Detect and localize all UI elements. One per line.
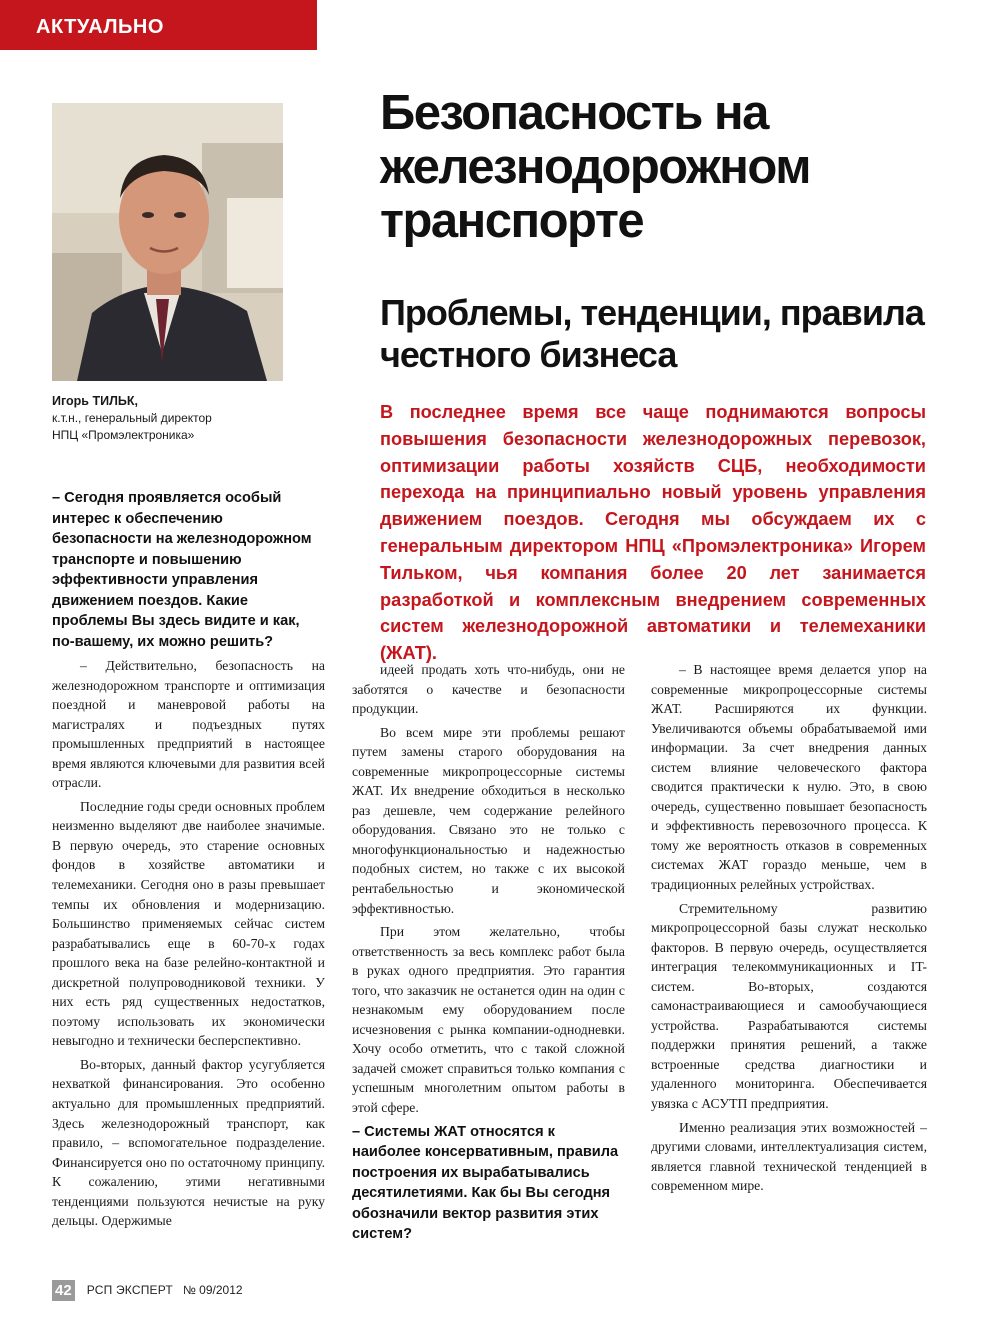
page-number: 42 [52,1280,75,1301]
caption-name: Игорь ТИЛЬК, [52,394,138,408]
portrait-image [52,103,283,381]
paragraph: Во-вторых, данный фактор усугубляется нехваткой финансирования. Это особенно актуально для промышленных предприятий. Здесь железнодорожный транспорт, как правило, – вспомогательное подразделение. Финансируется оно по остаточному принципу. К сожалению, этими негативными тенденциями пользуются нечистые на руку дельцы. Одержимые [52,1056,325,1229]
text-column-1 [52,488,325,1235]
article-subtitle: Проблемы, тенденции, правила честного бизнеса [380,292,924,375]
paragraph: Именно реализация этих возможностей – другими словами, интеллектуализация систем, является главной технической тенденцией в современном мире. [651,1119,927,1194]
magazine-name: РСП ЭКСПЕРТ [86,1283,173,1297]
paragraph: идеей продать хоть что-нибудь, они не заботятся о качестве и безопасности продукции. [352,662,625,717]
page-footer [52,1279,243,1301]
section-label: АКТУАЛЬНО [36,16,164,38]
paragraph: Стремительному развитию микропроцессорной базы служат несколько факторов. В первую очередь, осуществляется интеграция телекоммуникационных и IT-систем. Во-вторых, создаются самонастраивающиеся и самообучающиеся устройства. Разрабатываются системы поддержки принятия решений, а также встроенные средства диагностики и удаленного мониторинга. Обеспечивается увязка с АСУТП предприятия. [651,900,927,1112]
interview-question: – Сегодня проявляется особый интерес к обеспечению безопасности на железнодорожном транспорте и повышению эффективности управления движением поездов. Какие проблемы Вы здесь видите и как, по-вашему, их можно решить? [52,490,312,650]
section-tab [0,0,317,50]
paragraph: При этом желательно, чтобы ответственность за весь комплекс работ была в руках одного предприятия. Это гарантия того, что заказчик не останется один на один с незнакомым ему оборудованием после исчезновения с рынка компании-однодневки. Хочу особо отметить, что с такой сложной задачей сможет справиться только компания с успешным многолетним опытом работы в этой сфере. [352,924,625,1116]
issue-number: № 09/2012 [182,1283,243,1297]
text-column-2 [352,660,625,1249]
paragraph: Во всем мире эти проблемы решают путем замены старого оборудования на современные микропроцессорные системы ЖАТ. Их внедрение обходиться в несколько раз дешевле, чем содержание релейного оборудования. Связано это не только с многофункциональностью и надежностью подобных систем, но также с их высокой рентабельностью и экономической эффективностью. [352,724,625,916]
article-lead: В последнее время все чаще поднимаются вопросы повышения безопасности железнодорожных перевозок, оптимизации работы хозяйств СЦБ, необходимости перехода на принципиально новый уровень управления движением поездов. Сегодня мы обсуждаем их с генеральным директором НПЦ «Промэлектроника» Игорем Тильком, чья компания более 20 лет занимается разработкой и комплексным внедрением современных систем железнодорожной автоматики и телемеханики (ЖАТ). [380,402,926,664]
paragraph: Последние годы среди основных проблем неизменно выделяют две наиболее значимые. В первую очередь, это старение основных фондов в хозяйстве автоматики и телемеханики. Сегодня оно в разы превышает темпы их обновления и модернизацию. Большинство применяемых сейчас систем разрабатывались еще в 60-70-х годах прошлого века на базе релейно-контактной и дискретной полупроводниковой техники. У них есть ряд существенных недостатков, поэтому использовать их экономически невыгодно и технически бесперспективно. [52,798,325,1049]
article-title: Безопасность на железнодорожном транспорте [380,86,810,248]
caption-position: к.т.н., генеральный директор [52,411,212,425]
paragraph: – Действительно, безопасность на железнодорожном транспорте и оптимизация поездной и маневровой работы на магистралях и подъездных путях промышленных предприятий в настоящее время являются ключевыми для развития всей отрасли. [52,658,325,791]
paragraph: – В настоящее время делается упор на современные микропроцессорные системы ЖАТ. Расширяются их функции. Увеличиваются объемы обрабатываемой ими информации. За счет внедрения данных систем влияние человеческого фактора сводится практически к нулю. Это, в свою очередь, существенно повышает безопасность и эффективность перевозочного процесса. К тому же вероятность отказов в современных системах ЖАТ гораздо меньше, чем в традиционных релейных устройствах. [651,662,927,893]
portrait-photo [52,103,283,381]
photo-caption [52,393,292,444]
caption-company: НПЦ «Промэлектроника» [52,428,195,442]
interview-question: – Системы ЖАТ относятся к наиболее консервативным, правила построения их вырабатывались десятилетиями. Как бы Вы сегодня обозначили вектор развития этих систем? [352,1123,619,1243]
text-column-3 [651,660,927,1200]
